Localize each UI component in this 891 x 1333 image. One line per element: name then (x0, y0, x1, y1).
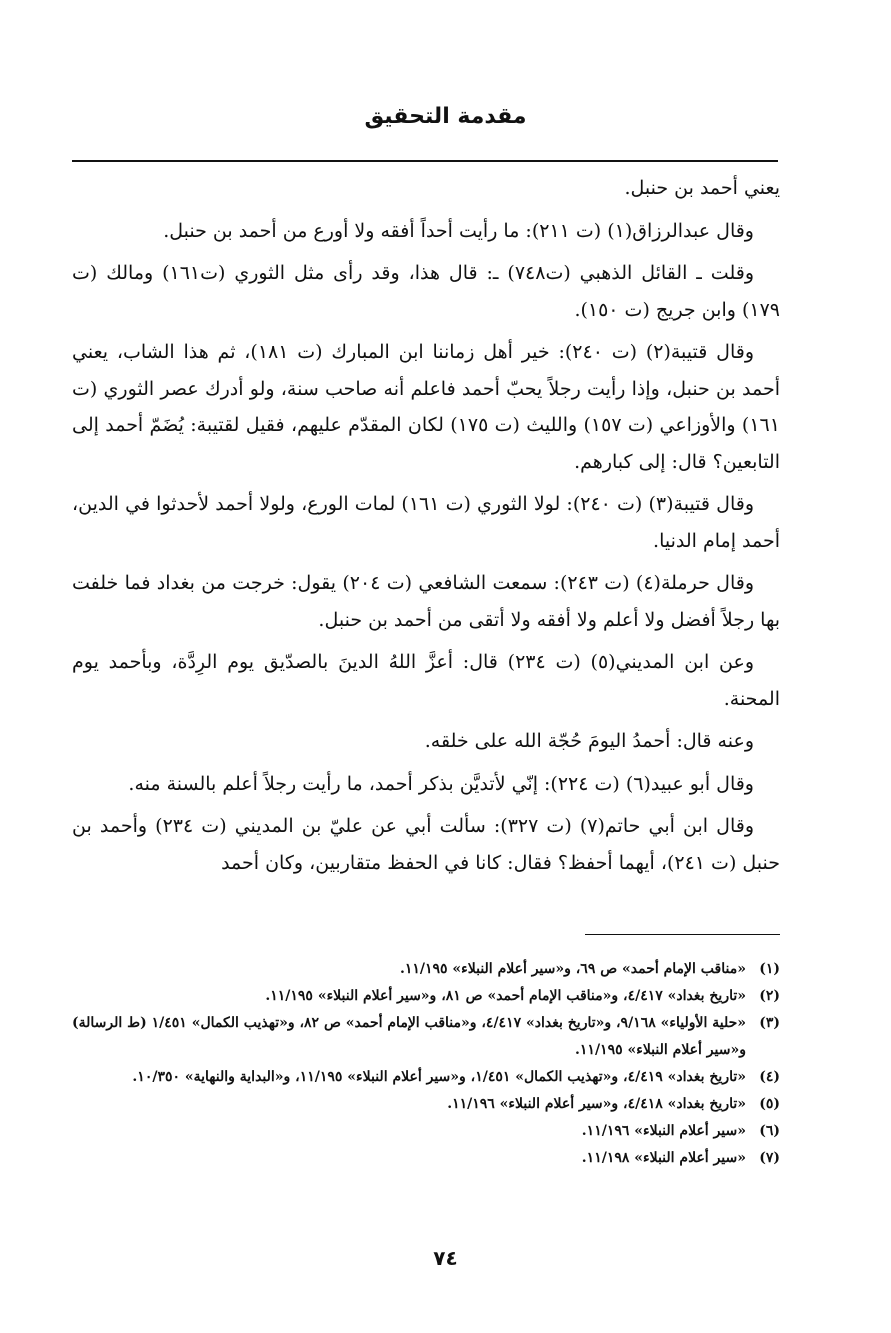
header-divider (72, 160, 778, 162)
footnote-number: (١) (759, 961, 780, 977)
footnote-item (72, 983, 780, 1010)
paragraph: وقال قتيبة(٣) (ت ٢٤٠): لولا الثوري (ت ١٦١) لمات الورع، ولولا أحمد لأحدثوا في الدين، أحمد إمام الدنيا. (72, 493, 780, 552)
paragraph: وقال عبدالرزاق(١) (ت ٢١١): ما رأيت أحداً أفقه ولا أورع من أحمد بن حنبل. (163, 219, 754, 242)
footnote-item (72, 1010, 780, 1064)
main-text (72, 170, 780, 887)
footnote-text: «حلية الأولياء» ٩/١٦٨، و«تاريخ بغداد» ٤/٤١٧، و«مناقب الإمام أحمد» ص ٨٢، و«تهذيب الكمال» ١/٤٥١ (ط الرسالة) و«سير أعلام النبلاء» ١١/١٩٥. (72, 1015, 747, 1058)
footnote-number: (٧) (759, 1150, 780, 1166)
paragraph: وقال قتيبة(٢) (ت ٢٤٠): خير أهل زماننا ابن المبارك (ت ١٨١)، ثم هذا الشاب، يعني أحمد بن حنبل، وإذا رأيت رجلاً يحبّ أحمد فاعلم أنه صاحب سنة، ولو أدرك عصر الثوري (ت ١٦١) والأوزاعي (ت ١٥٧) والليث (ت ١٧٥) لكان المقدّم عليهم، فقيل لقتيبة: يُضَمّ أحمد إلى التابعين؟ قال: إلى كبارهم. (72, 341, 780, 473)
paragraph: وعن ابن المديني(٥) (ت ٢٣٤) قال: أعزَّ اللهُ الدينَ بالصدّيق يوم الرِدَّة، وبأحمد يوم المحنة. (72, 651, 780, 710)
footnote-item (72, 956, 780, 983)
paragraph: يعني أحمد بن حنبل. (624, 177, 780, 199)
footnote-number: (٣) (759, 1015, 780, 1031)
page-number: ٧٤ (433, 1246, 458, 1270)
footnote-text: «تاريخ بغداد» ٤/٤١٧، و«مناقب الإمام أحمد» ص ٨١، و«سير أعلام النبلاء» ١١/١٩٥. (265, 988, 746, 1004)
paragraph: وقال حرملة(٤) (ت ٢٤٣): سمعت الشافعي (ت ٢٠٤) يقول: خرجت من بغداد فما خلفت بها رجلاً أفضل ولا أعلم ولا أفقه ولا أتقى من أحمد بن حنبل. (72, 572, 780, 631)
paragraph: وعنه قال: أحمدُ اليومَ حُجّة الله على خلقه. (424, 730, 754, 752)
footnote-text: «تاريخ بغداد» ٤/٤١٩، و«تهذيب الكمال» ١/٤٥١، و«سير أعلام النبلاء» ١١/١٩٥، و«البداية والنهاية» ١٠/٣٥٠. (132, 1069, 746, 1085)
footnote-text: «تاريخ بغداد» ٤/٤١٨، و«سير أعلام النبلاء» ١١/١٩٦. (447, 1096, 746, 1112)
footnote-number: (٦) (759, 1123, 780, 1139)
paragraph: وقلت ـ القائل الذهبي (ت٧٤٨) ـ: قال هذا، وقد رأى مثل الثوري (ت١٦١) ومالك (ت ١٧٩) وابن جريج (ت ١٥٠). (72, 262, 780, 321)
footnote-item (72, 1145, 780, 1172)
paragraph: وقال أبو عبيد(٦) (ت ٢٢٤): إنّي لأتديَّن بذكر أحمد، ما رأيت رجلاً أعلم بالسنة منه. (128, 772, 754, 795)
footnote-divider (585, 934, 780, 935)
running-header: مقدمة التحقيق (364, 104, 527, 129)
footnote-text: «سير أعلام النبلاء» ١١/١٩٦. (581, 1123, 746, 1139)
paragraph: وقال ابن أبي حاتم(٧) (ت ٣٢٧): سألت أبي عن عليّ بن المديني (ت ٢٣٤) وأحمد بن حنبل (ت ٢٤١)، أيهما أحفظ؟ فقال: كانا في الحفظ متقاربين، وكان أحمد (72, 815, 780, 874)
footnote-item (72, 1118, 780, 1145)
footnote-item (72, 1091, 780, 1118)
footnote-number: (٢) (759, 988, 780, 1004)
footnote-number: (٥) (759, 1096, 780, 1112)
footnotes (72, 956, 780, 1172)
footnote-item (72, 1064, 780, 1091)
footnote-text: «سير أعلام النبلاء» ١١/١٩٨. (581, 1150, 746, 1166)
footnote-text: «مناقب الإمام أحمد» ص ٦٩، و«سير أعلام النبلاء» ١١/١٩٥. (399, 961, 746, 977)
footnote-number: (٤) (759, 1069, 780, 1085)
